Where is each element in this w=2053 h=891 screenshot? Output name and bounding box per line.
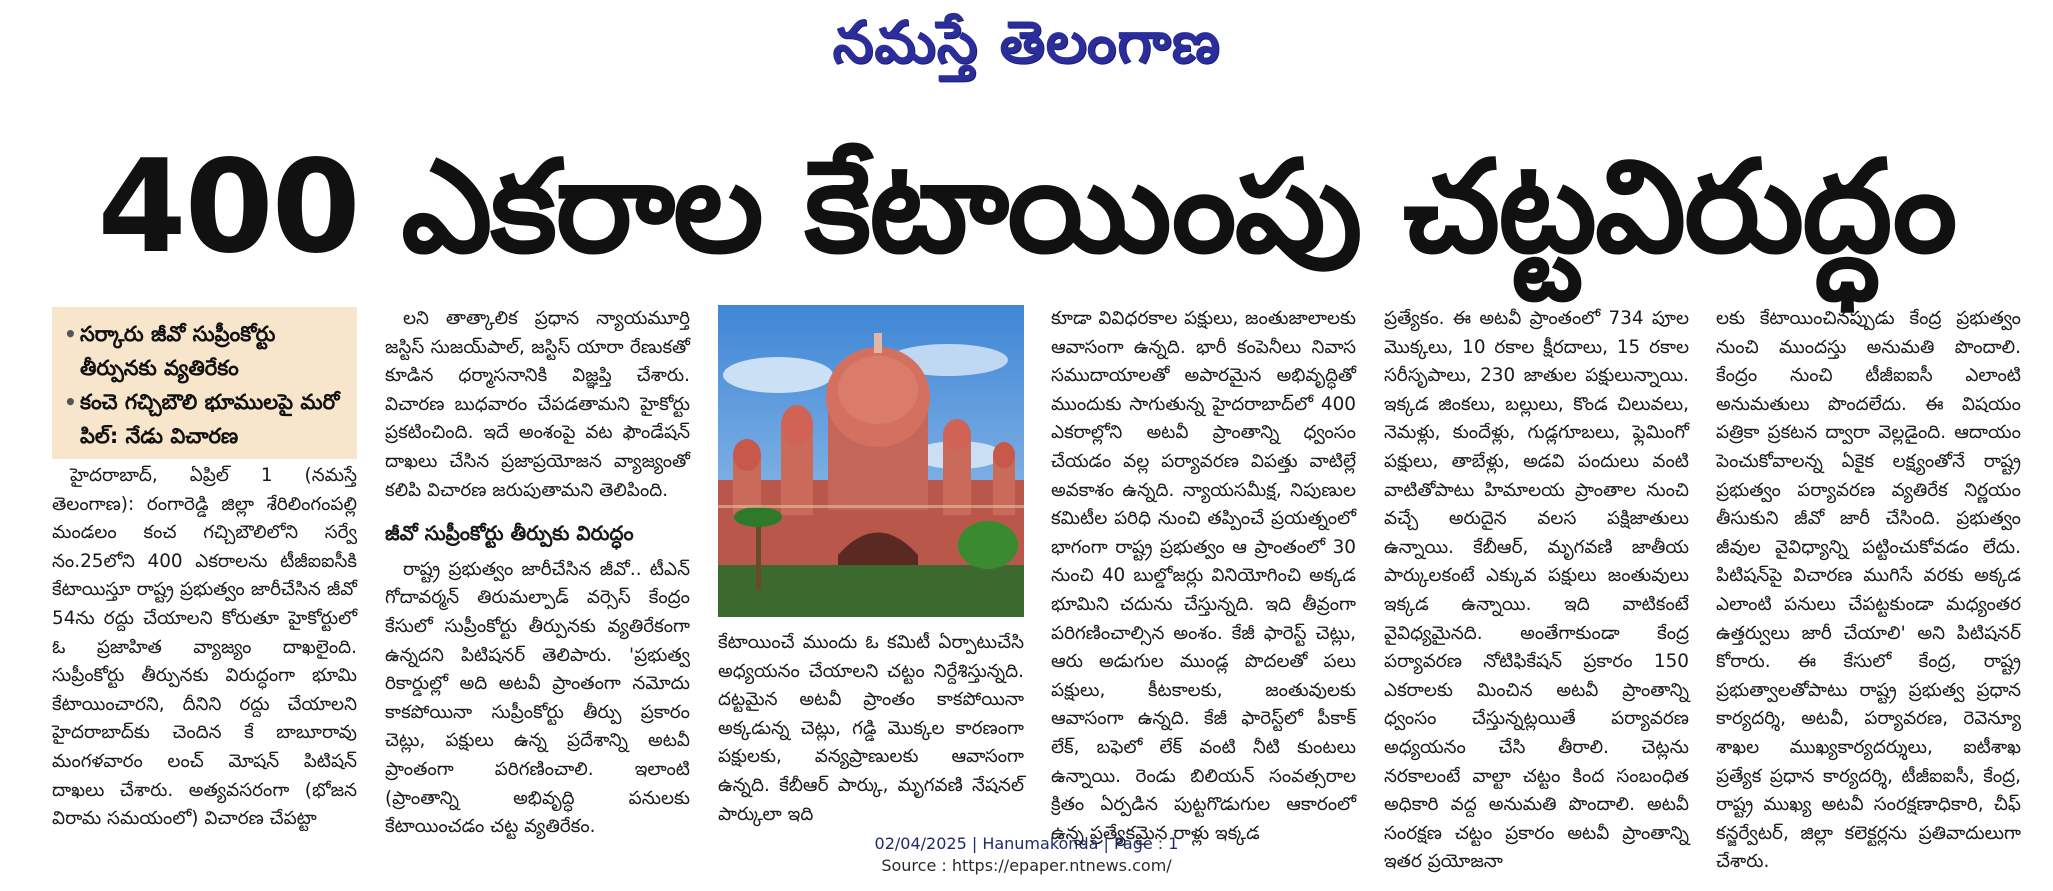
paragraph: రాష్ట్ర ప్రభుత్వం జారీచేసిన జీవో.. టీఎన్‌ గోదావర్మన్‌ తిరుమల్పాడ్‌ వర్సెస్‌ కేంద్రం కేసులో సుప్రీంకోర్టు తీర్పునకు వ్యతిరేకంగా ఉన్నదని పిటిషనర్‌ తెలిపారు. 'ప్రభుత్వ రికార్డుల్లో అది అటవీ ప్రాంతంగా నమోదు కాకపోయినా సుప్రీంకోర్టు తీర్పు ప్రకారం చెట్లు, పక్షులు ఉన్న ప్రదేశాన్ని అటవీ ప్రాంతంగా పరిగణించాలి. ఇలాంటి (ప్రాంతాన్ని అభివృద్ధి పనులకు కేటాయించడం చట్ట వ్యతిరేకం. <box>385 558 690 838</box>
bullet-icon: • <box>64 322 77 346</box>
paragraph: కూడా వివిధరకాల పక్షులు, జంతుజాలాలకు ఆవాసంగా ఉన్నది. భారీ కంపెనీలు నివాస సముదాయాలతో అపారమైన అభివృద్ధితో ముందుకు సాగుతున్న హైదరాబాద్‌లో 400 ఎకరాల్లోని అటవీ ప్రాంతాన్ని ధ్వంసం చేయడం వల్ల పర్యావరణ విపత్తు వాటిల్లే అవకాశం ఉన్నది. న్యాయసమీక్ష, నిపుణుల కమిటీల పరిధి నుంచి తప్పించే ప్రయత్నంలో భాగంగా రాష్ట్ర ప్రభుత్వం ఆ ప్రాంతంలో 30 నుంచి 40 బుల్డోజర్లు వినియోగించి అక్కడ భూమిని చదును చేస్తున్నది. ఇది తీవ్రంగా పరిగణించాల్సిన అంశం. కేజీ ఫారెస్ట్‌ చెట్లు, ఆరు అడుగుల ముండ్ల పొదలతో పలు పక్షులు, కీటకాలకు, జంతువులకు ఆవాసంగా ఉన్నది. కేజీ ఫారెస్ట్‌లో పీకాక్‌ లేక్‌, బఫెలో లేక్‌ వంటి నీటి కుంటలు ఉన్నాయి. రెండు బిలియన్‌ సంవత్సరాల క్రితం ఏర్పడిన పుట్టగొడుగుల ఆకారంలో ఉన్న ప్రత్యేకమైన రాళ్లు ఇక్కడ <box>1051 308 1356 844</box>
article-column-1 <box>52 462 357 832</box>
article-column-5 <box>1384 305 1689 873</box>
paragraph: లని తాత్కాలిక ప్రధాన న్యాయమూర్తి జస్టిస్‌ సుజయ్‌పాల్‌, జస్టిస్‌ యారా రేణుకతో కూడిన ధర్మాసనానికి విజ్ఞప్తి చేశారు. విచారణ బుధవారం చేపడతామని హైకోర్టు ప్రకటించింది. ఇదే అంశంపై వట ఫౌండేషన్‌ దాఖలు చేసిన ప్రజాప్రయోజన వ్యాజ్యంతో కలిపి విచారణ జరుపుతామని తెలిపింది. <box>385 308 690 501</box>
highlight-item <box>64 385 349 453</box>
article-column-6 <box>1716 305 2021 873</box>
newspaper-masthead: నమస్తే తెలంగాణ <box>832 8 1221 76</box>
article-column-3 <box>718 629 1024 834</box>
headline: 400 ఎకరాల కేటాయింపు చట్టవిరుద్ధం <box>97 133 1956 282</box>
edition-info: 02/04/2025 | Hanumakonda | Page : 1 <box>874 834 1179 853</box>
paragraph: లకు కేటాయించినప్పుడు కేంద్ర ప్రభుత్వం నుంచి ముందస్తు అనుమతి పొందాలి. కేంద్రం నుంచి టీజీఐఐసీ ఎలాంటి అనుమతులు పొందలేదు. ఈ విషయం పత్రికా ప్రకటన ద్వారా వెల్లడైంది. ఆదాయం పెంచుకోవాలన్న ఏకైక లక్ష్యంతోనే రాష్ట్ర ప్రభుత్వం పర్యావరణ వ్యతిరేక నిర్ణయం తీసుకుని జీవో జారీ చేసింది. ప్రభుత్వం జీవుల వైవిధ్యాన్ని పట్టించుకోవడం లేదు. పిటిషన్‌పై విచారణ ముగిసే వరకు అక్కడ ఎలాంటి పనులు చేపట్టకుండా మధ్యంతర ఉత్తర్వులు జారీ చేయాలి' అని పిటిషనర్‌ కోరారు. ఈ కేసులో కేంద్ర, రాష్ట్ర ప్రభుత్వాలతోపాటు రాష్ట్ర ప్రభుత్వ ప్రధాన కార్యదర్శి, అటవీ, పర్యావరణ, రెవెన్యూ శాఖల ముఖ్యకార్యదర్శులు, ఐటీశాఖ ప్రత్యేక ప్రధాన కార్యదర్శి, టీజీఐఐసీ, కేంద్ర, రాష్ట్ర ముఖ్య అటవీ సంరక్షణాధికారి, చీఫ్‌ కన్జర్వేటర్‌, జిల్లా కలెక్టర్లను ప్రతివాదులుగా చేశారు. <box>1716 308 2021 873</box>
paragraph: హైదరాబాద్‌, ఏప్రిల్‌ 1 (నమస్తే తెలంగాణ): రంగారెడ్డి జిల్లా శేరిలింగంపల్లి మండలం కంచ గచ్చిబౌలిలోని సర్వే నం.25లోని 400 ఎకరాలను టీజీఐఐసీకి కేటాయిస్తూ రాష్ట్ర ప్రభుత్వం జారీచేసిన జీవో 54ను రద్దు చేయాలని కోరుతూ హైకోర్టులో ఓ ప్రజాహిత వ్యాజ్యం దాఖలైంది. సుప్రీంకోర్టు తీర్పునకు విరుద్ధంగా భూమి కేటాయించారని, దీనిని రద్దు చేయాలని హైదరాబాద్‌కు చెందిన కే బాబూరావు మంగళవారం లంచ్‌ మోషన్‌ పిటిషన్‌ దాఖలు చేశారు. అత్యవసరంగా (భోజన విరామ సమయంలో) విచారణ చేపట్టా <box>52 465 357 830</box>
highlight-text: కంచె గచ్చిబౌలి భూములపై మరో పిల్‌: నేడు విచారణ <box>80 390 340 448</box>
section-subheading: జీవో సుప్రీంకోర్టు తీర్పుకు విరుద్ధం <box>385 521 634 546</box>
article-column-2 <box>385 305 690 838</box>
highlight-item <box>64 317 349 385</box>
paragraph: ప్రత్యేకం. ఈ అటవీ ప్రాంతంలో 734 పూల మొక్కలు, 10 రకాల క్షీరదాలు, 15 రకాల సరీసృపాలు, 230 జాతుల పక్షులున్నాయి. ఇక్కడ జింకలు, బల్లులు, కొండ చిలువలు, నెమళ్లు, కుందేళ్లు, గుడ్లగూబలు, ఫ్లెమింగో పక్షులు, తాబేళ్లు, అడవి పందులు వంటి వాటితోపాటు హిమాలయ ప్రాంతాల నుంచి వచ్చే అరుదైన వలస పక్షిజాతులు ఉన్నాయి. కేబీఆర్‌, మృగవణి జాతీయ పార్కులకంటే ఎక్కువ పక్షులు జంతువులు ఇక్కడ ఉన్నాయి. ఇది వాటికంటే వైవిధ్యమైనది. అంతేగాకుండా కేంద్ర పర్యావరణ నోటిఫికేషన్‌ ప్రకారం 150 ఎకరాలకు మించిన అటవీ ప్రాంతాన్ని ధ్వంసం చేస్తున్నట్లయితే పర్యావరణ అధ్యయనం చేసి తీరాలి. చెట్లను నరకాలంటే వాల్టా చట్టం కింద సంబంధిత అధికారి వద్ద అనుమతి పొందాలి. అటవీ సంరక్షణ చట్టం ప్రకారం అటవీ ప్రాంతాన్ని ఇతర ప్రయోజనా <box>1384 308 1689 873</box>
highlights-box <box>52 307 357 459</box>
article-column-4 <box>1051 305 1356 844</box>
bullet-icon: • <box>64 390 77 414</box>
source-link[interactable]: Source : https://epaper.ntnews.com/ <box>881 856 1172 875</box>
highlight-text: సర్కారు జీవో సుప్రీంకోర్టు తీర్పునకు వ్యతిరేకం <box>80 322 276 380</box>
page-footer <box>0 833 2053 877</box>
paragraph: కేటాయించే ముందు ఓ కమిటీ ఏర్పాటుచేసి అధ్యయనం చేయాలని చట్టం నిర్దేశిస్తున్నది. దట్టమైన అటవీ ప్రాంతం కాకపోయినా అక్కడున్న చెట్లు, గడ్డి మొక్కల కారణంగా పక్షులకు, వన్యప్రాణులకు ఆవాసంగా ఉన్నది. కేబీఆర్‌ పార్కు, మృగవణి నేషనల్‌ పార్కులా ఇది <box>718 632 1024 825</box>
high-court-photo <box>718 305 1024 617</box>
